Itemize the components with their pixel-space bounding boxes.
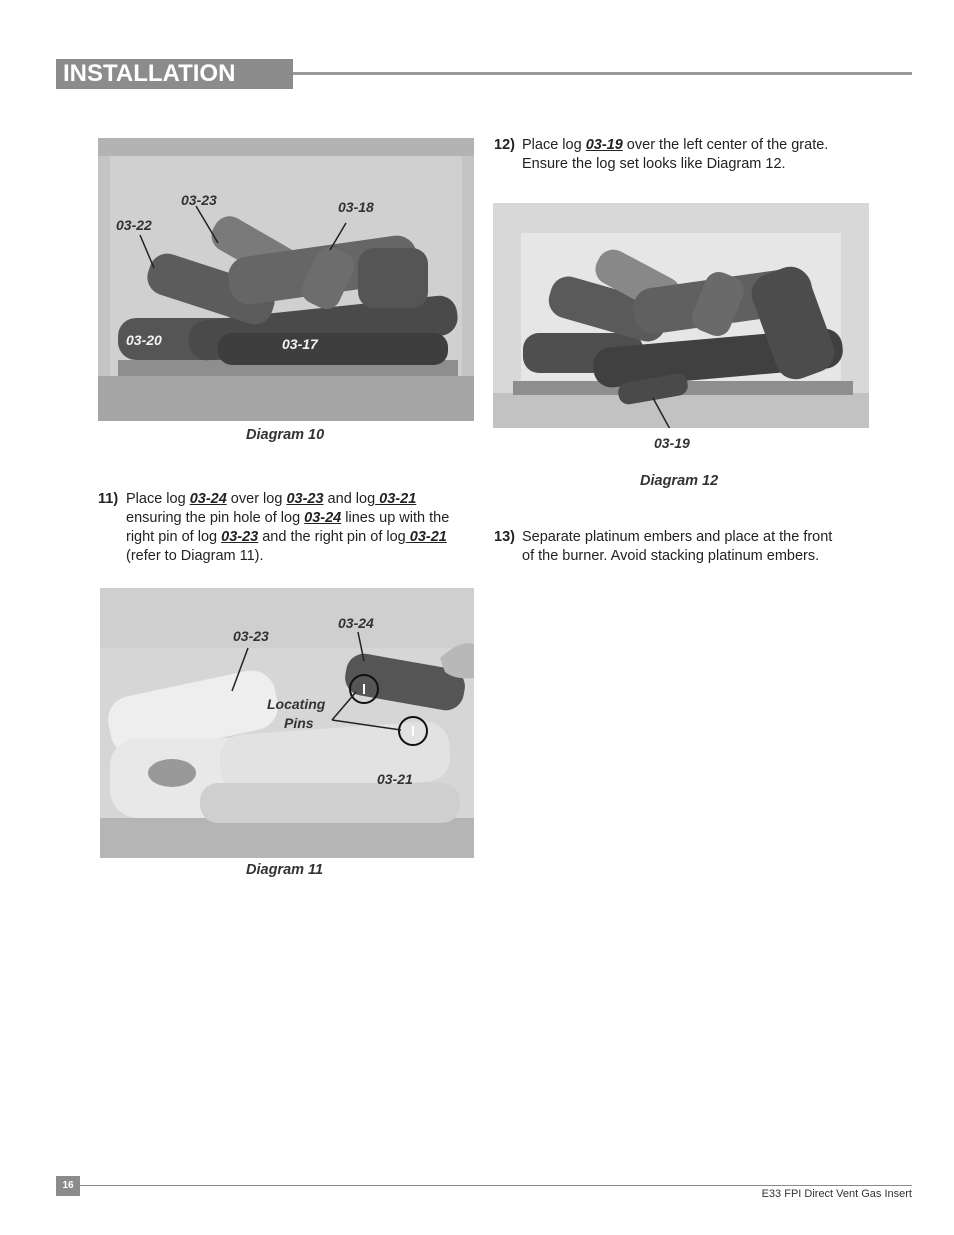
text: lines up with the (341, 510, 450, 526)
log-set-illustration (98, 138, 474, 421)
log-set-complete-illustration (493, 203, 869, 428)
text: and log (323, 491, 376, 507)
section-header (56, 59, 293, 89)
step-line (522, 136, 892, 155)
product-name: E33 FPI Direct Vent Gas Insert (761, 1188, 912, 1200)
label-pins: Pins (284, 715, 314, 731)
log-ref: 03-23 (221, 529, 259, 545)
label-03-18: 03-18 (338, 199, 374, 215)
log-ref: 03-23 (286, 491, 324, 507)
step-13 (494, 528, 894, 568)
label-03-21: 03-21 (377, 771, 413, 787)
log-ref: 03-19 (585, 137, 623, 153)
diagram-11-caption: Diagram 11 (246, 862, 324, 878)
label-03-19: 03-19 (654, 435, 690, 451)
label-03-23: 03-23 (233, 628, 269, 644)
text: Place log (522, 137, 586, 153)
step-12 (494, 136, 894, 176)
label-locating: Locating (267, 696, 326, 712)
text: Ensure the log set looks like Diagram 12. (522, 156, 786, 172)
text: ensuring the pin hole of log (126, 510, 305, 526)
log-ref: 03-21 (405, 529, 447, 545)
step-number: 13) (494, 529, 515, 545)
header-rule (293, 72, 912, 75)
step-line (126, 490, 488, 509)
step-line (522, 155, 892, 174)
step-number: 12) (494, 137, 515, 153)
text: over the left center of the grate. (622, 137, 829, 153)
diagram-12-caption: Diagram 12 (640, 473, 719, 489)
label-03-24: 03-24 (338, 615, 374, 631)
diagram-10-caption: Diagram 10 (246, 427, 325, 443)
text: and the right pin of log (258, 529, 406, 545)
text: Place log (126, 491, 190, 507)
step-line: Separate platinum embers and place at the front (522, 529, 833, 545)
text: over log (226, 491, 287, 507)
label-03-23: 03-23 (181, 192, 217, 208)
step-number: 11) (98, 491, 119, 507)
label-03-22: 03-22 (116, 217, 152, 233)
step-11 (98, 490, 488, 570)
label-03-17: 03-17 (282, 336, 318, 352)
footer-rule (80, 1185, 912, 1186)
step-line (126, 528, 488, 547)
text: (refer to Diagram 11). (126, 548, 264, 564)
step-line: of the burner. Avoid stacking platinum embers. (522, 548, 820, 564)
step-line (126, 547, 488, 566)
section-title: INSTALLATION (63, 60, 236, 87)
page-number: 16 (56, 1176, 80, 1196)
log-ref: 03-21 (375, 491, 417, 507)
step-line (126, 509, 488, 528)
diagram-11-photo (100, 588, 474, 858)
log-ref: 03-24 (189, 491, 227, 507)
text: right pin of log (126, 529, 222, 545)
log-ref: 03-24 (304, 510, 342, 526)
diagram-12-photo (493, 203, 869, 428)
label-03-20: 03-20 (126, 332, 162, 348)
diagram-10-photo (98, 138, 474, 421)
